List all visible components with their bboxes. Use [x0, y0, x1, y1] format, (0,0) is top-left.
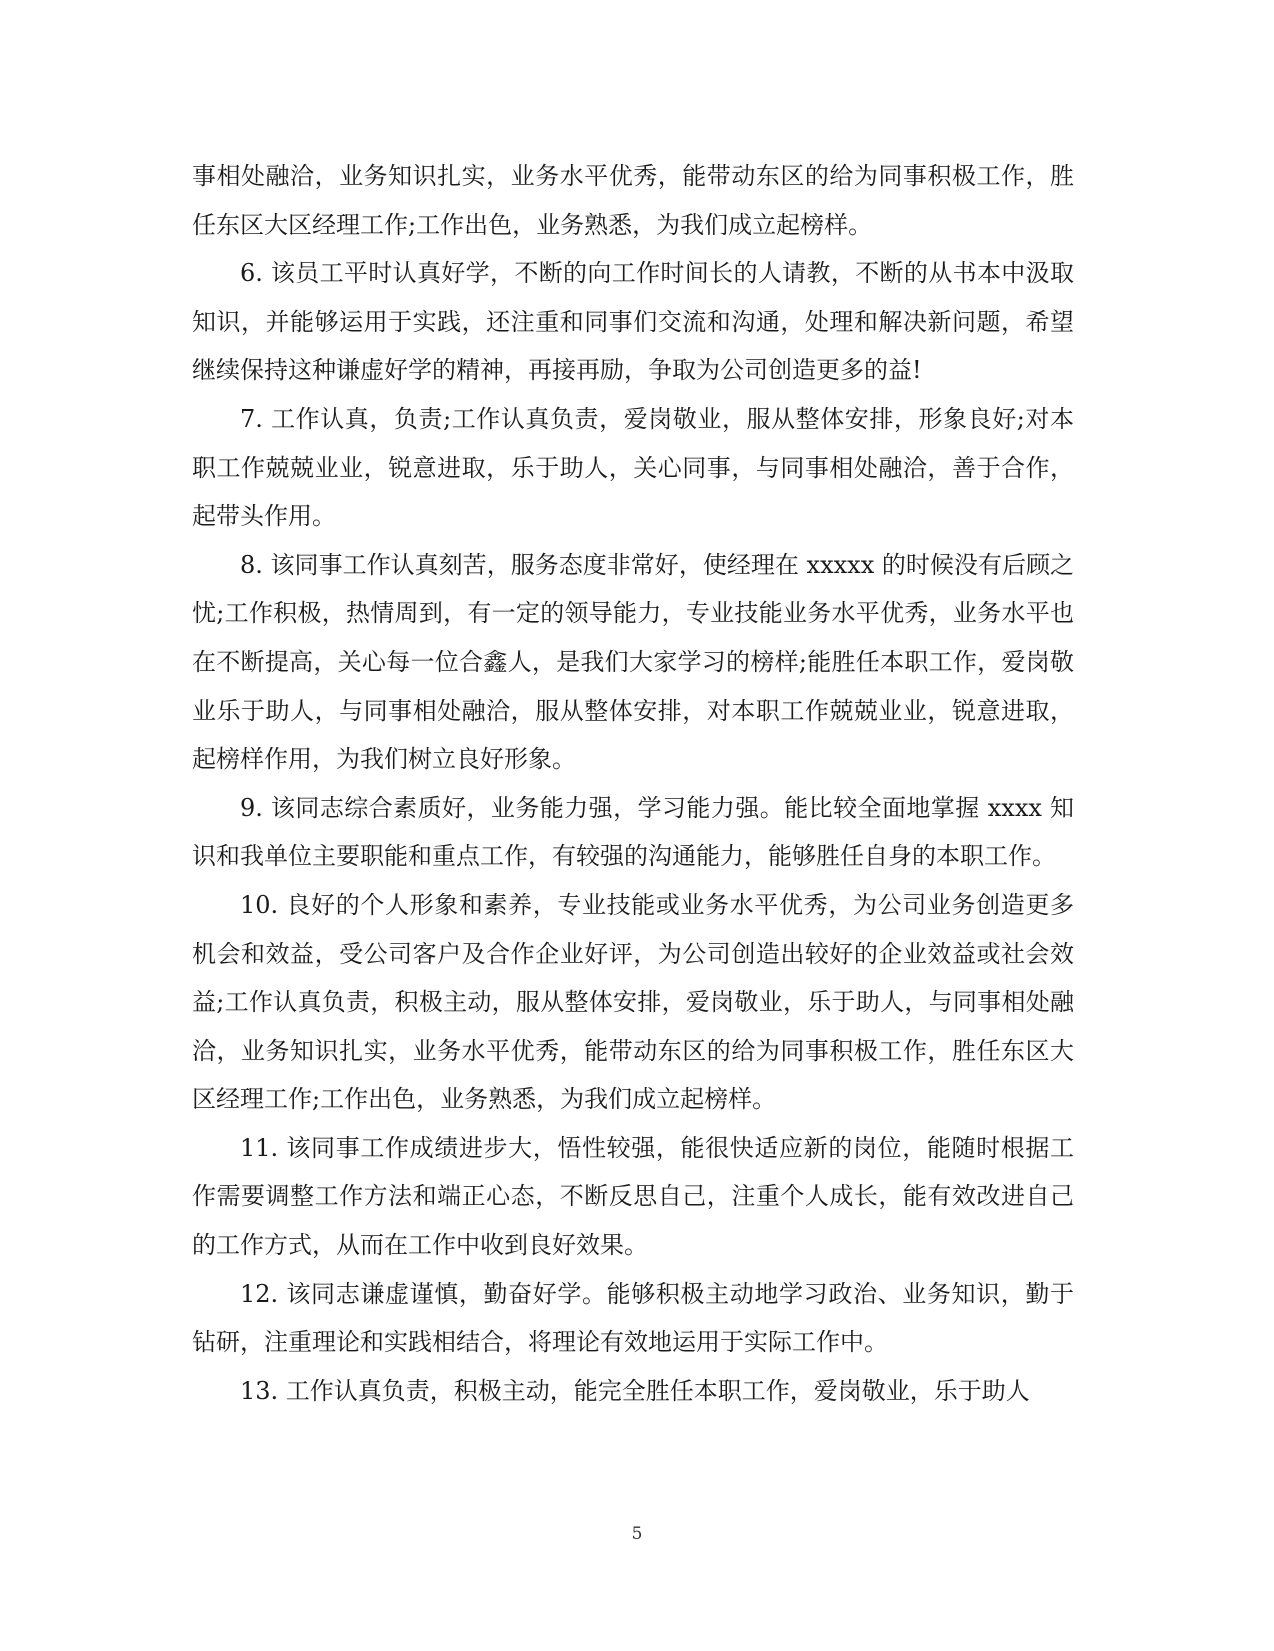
- paragraph-5-continued: 事相处融洽，业务知识扎实，业务水平优秀，能带动东区的给为同事积极工作，胜任东区大区经理工作;工作出色，业务熟悉，为我们成立起榜样。: [192, 162, 1074, 239]
- paragraph-6: 6. 该员工平时认真好学，不断的向工作时间长的人请教，不断的从书本中汲取知识，并能够运用于实践，还注重和同事们交流和沟通，处理和解决新问题，希望继续保持这种谦虚好学的精神，再接再励，争取为公司创造更多的益!: [192, 259, 1074, 385]
- paragraph-13: 13. 工作认真负责，积极主动，能完全胜任本职工作，爱岗敬业，乐于助人: [240, 1376, 1030, 1405]
- paragraph-9: 9. 该同志综合素质好，业务能力强，学习能力强。能比较全面地掌握 xxxx 知识和我单位主要职能和重点工作，有较强的沟通能力，能够胜任自身的本职工作。: [192, 793, 1074, 871]
- paragraph-7: 7. 工作认真，负责;工作认真负责，爱岗敬业，服从整体安排，形象良好;对本职工作兢兢业业，锐意进取，乐于助人，关心同事，与同事相处融洽，善于合作，起带头作用。: [192, 404, 1074, 531]
- paragraph-10: 10. 良好的个人形象和素养，专业技能或业务水平优秀，为公司业务创造更多机会和效益，受公司客户及合作企业好评，为公司创造出较好的企业效益或社会效益;工作认真负责，积极主动，服从整体安排，爱岗敬业，乐于助人，与同事相处融洽，业务知识扎实，业务水平优秀，能带动东区的给为同事积极工作，胜任东区大区经理工作;工作出色，业务熟悉，为我们成立起榜样。: [192, 890, 1074, 1114]
- paragraph-12: 12. 该同志谦虚谨慎，勤奋好学。能够积极主动地学习政治、业务知识，勤于钻研，注重理论和实践相结合，将理论有效地运用于实际工作中。: [192, 1279, 1074, 1357]
- paragraph-8: 8. 该同事工作认真刻苦，服务态度非常好，使经理在 xxxxx 的时候没有后顾之忧;工作积极，热情周到，有一定的领导能力，专业技能业务水平优秀，业务水平也在不断提高，关心每一位合鑫人，是我们大家学习的榜样;能胜任本职工作，爱岗敬业乐于助人，与同事相处融洽，服从整体安排，对本职工作兢兢业业，锐意进取，起榜样作用，为我们树立良好形象。: [192, 550, 1074, 774]
- document-body: [192, 152, 1074, 1415]
- page-number: 5: [631, 1524, 643, 1544]
- paragraph-11: 11. 该同事工作成绩进步大，悟性较强，能很快适应新的岗位，能随时根据工作需要调整工作方法和端正心态，不断反思自己，注重个人成长，能有效改进自己的工作方式，从而在工作中收到良好效果。: [192, 1133, 1074, 1260]
